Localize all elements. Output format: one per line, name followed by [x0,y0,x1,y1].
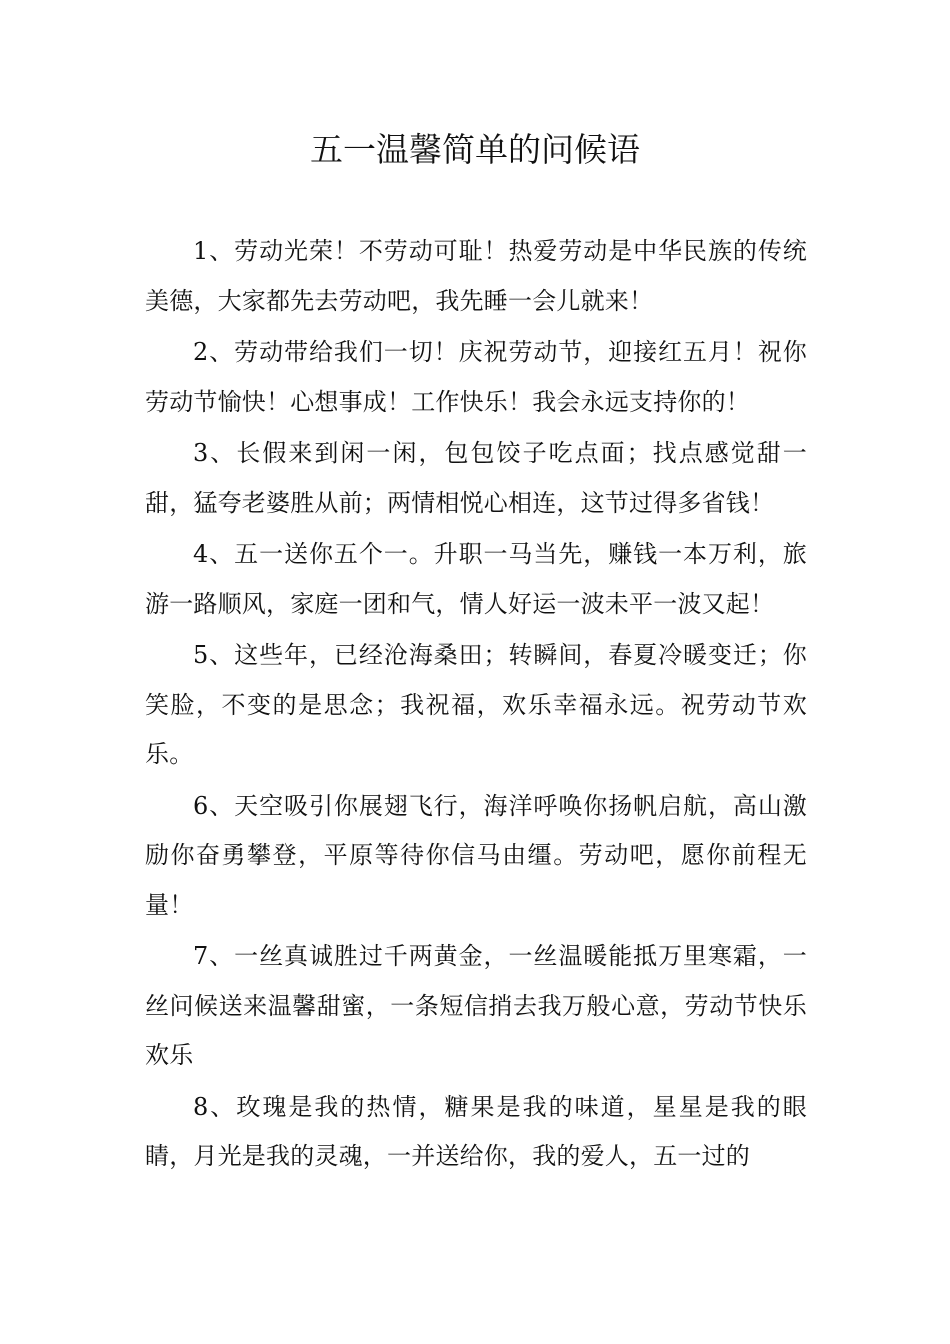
paragraph-4: 4、五一送你五个一。升职一马当先，赚钱一本万利，旅游一路顺风，家庭一团和气，情人好运一波未平一波又起！ [145,540,807,618]
document-body [145,227,807,1184]
paragraph-8: 8、玫瑰是我的热情，糖果是我的味道，星星是我的眼睛，月光是我的灵魂，一并送给你，我的爱人，五一过的 [145,1092,807,1170]
paragraph-5: 5、这些年，已经沧海桑田；转瞬间，春夏冷暖变迁；你笑脸，不变的是思念；我祝福，欢乐幸福永远。祝劳动节欢乐。 [145,641,807,768]
document-title: 五一温馨简单的问候语 [310,130,640,169]
paragraph-1: 1、劳动光荣！不劳动可耻！热爱劳动是中华民族的传统美德，大家都先去劳动吧，我先睡一会儿就来！ [145,237,807,315]
paragraph-2: 2、劳动带给我们一切！庆祝劳动节，迎接红五月！祝你劳动节愉快！心想事成！工作快乐！我会永远支持你的！ [145,338,807,416]
paragraph-3: 3、长假来到闲一闲，包包饺子吃点面；找点感觉甜一甜，猛夸老婆胜从前；两情相悦心相连，这节过得多省钱！ [145,439,807,517]
paragraph-6: 6、天空吸引你展翅飞行，海洋呼唤你扬帆启航，高山激励你奋勇攀登，平原等待你信马由缰。劳动吧，愿你前程无量！ [145,791,807,919]
paragraph-7: 7、一丝真诚胜过千两黄金，一丝温暖能抵万里寒霜，一丝问候送来温馨甜蜜，一条短信捎去我万般心意，劳动节快乐欢乐 [145,942,807,1069]
